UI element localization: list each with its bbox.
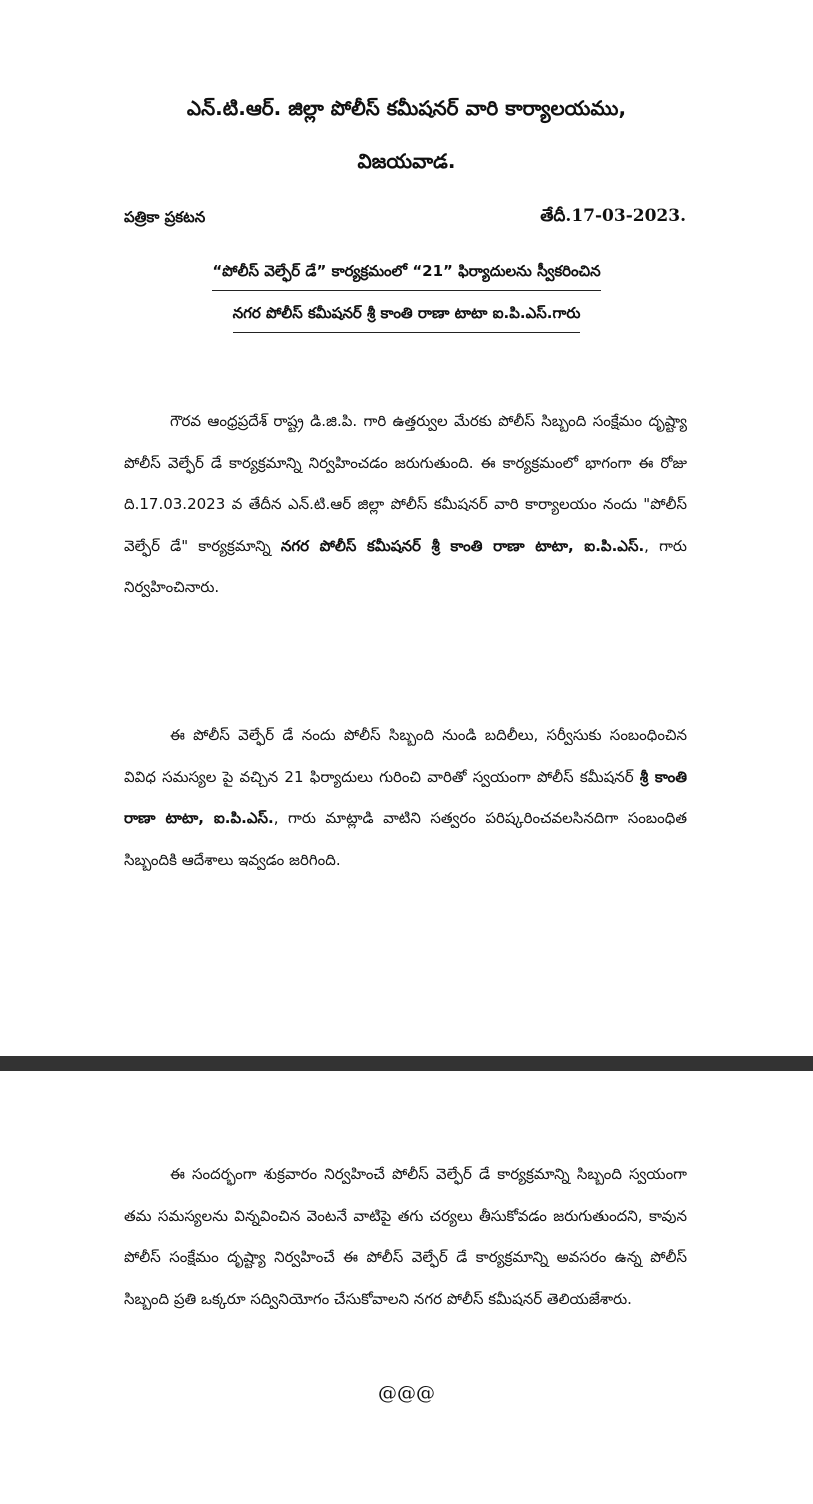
subtitle-line-2: నగర పోలీస్ కమీషనర్ శ్రీ కాంతి రాణా టాటా ఐ.పి.ఎస్.గారు <box>0 304 813 333</box>
office-city: విజయవాడ. <box>357 149 456 173</box>
page-separator <box>0 1056 813 1071</box>
office-title: ఎన్.టి.ఆర్. జిల్లా పోలీస్ కమీషనర్ వారి కార్యాలయము, <box>186 96 627 120</box>
release-date: తేదీ.17-03-2023. <box>540 206 686 226</box>
commissioner-name-bold: శ్రీ కాంతి రాణా టాటా, ఐ.పి.ఎస్. <box>124 767 687 827</box>
closing-marks: @@@ <box>378 1382 435 1404</box>
paragraph-1: గౌరవ ఆంధ్రప్రదేశ్ రాష్ట్ర డి.జి.పి. గారి ఉత్తర్వుల మేరకు పోలీస్ సిబ్బంది సంక్షేమం దృష్ట్యా పోలీస్ వెల్ఫేర్ డే కార్యక్రమాన్ని నిర్వహించడం జరుగుతుంది. ఈ కార్యక్రమంలో భాగంగా ఈ రోజు ది.17.03.2023 వ తేదీన ఎన్.టి.ఆర్ జిల్లా పోలీస్ కమీషనర్ వారి కార్యాలయం నందు "పోలీస్ వెల్ఫేర్ డే" కార్యక్రమాన్ని నగర పోలీస్ కమీషనర్ శ్రీ కాంతి రాణా టాటా, ఐ.పి.ఎస్., గారు నిర్వహించినారు. <box>124 412 687 596</box>
paragraph-2: ఈ పోలీస్ వెల్ఫేర్ డే నందు పోలీస్ సిబ్బంది నుండి బదిలీలు, సర్వీసుకు సంబంధించిన వివిధ సమస్యల పై వచ్చిన 21 ఫిర్యాదులు గురించి వారితో స్వయంగా పోలీస్ కమీషనర్ శ్రీ కాంతి రాణా టాటా, ఐ.పి.ఎస్., గారు మాట్లాడి వాటిని సత్వరం పరిష్కరించవలసినదిగా సంబంధిత సిబ్బందికి ఆదేశాలు ఇవ్వడం జరిగింది. <box>124 726 688 869</box>
subtitle-line-1: “పోలీస్ వెల్ఫేర్ డే” కార్యక్రమంలో “21” ఫిర్యాదులను స్వీకరించిన <box>0 262 813 291</box>
paragraph-3: ఈ సందర్భంగా శుక్రవారం నిర్వహించే పోలీస్ వెల్ఫేర్ డే కార్యక్రమాన్ని సిబ్బంది స్వయంగా తమ సమస్యలను విన్నవించిన వెంటనే వాటిపై తగు చర్యలు తీసుకోవడం జరుగుతుందని, కావున పోలీస్ సంక్షేమం దృష్ట్యా నిర్వహించే ఈ పోలీస్ వెల్ఫేర్ డే కార్యక్రమాన్ని అవసరం ఉన్న పోలీస్ సిబ్బంది ప్రతి ఒక్కరూ సద్వినియోగం చేసుకోవాలని నగర పోలీస్ కమీషనర్ తెలియజేశారు. <box>124 1165 687 1308</box>
press-release-label: పత్రికా ప్రకటన <box>124 208 206 226</box>
commissioner-name-bold: నగర పోలీస్ కమీషనర్ శ్రీ కాంతి రాణా టాటా, ఐ.పి.ఎస్. <box>280 536 645 555</box>
document-page-2 <box>0 1071 813 1504</box>
